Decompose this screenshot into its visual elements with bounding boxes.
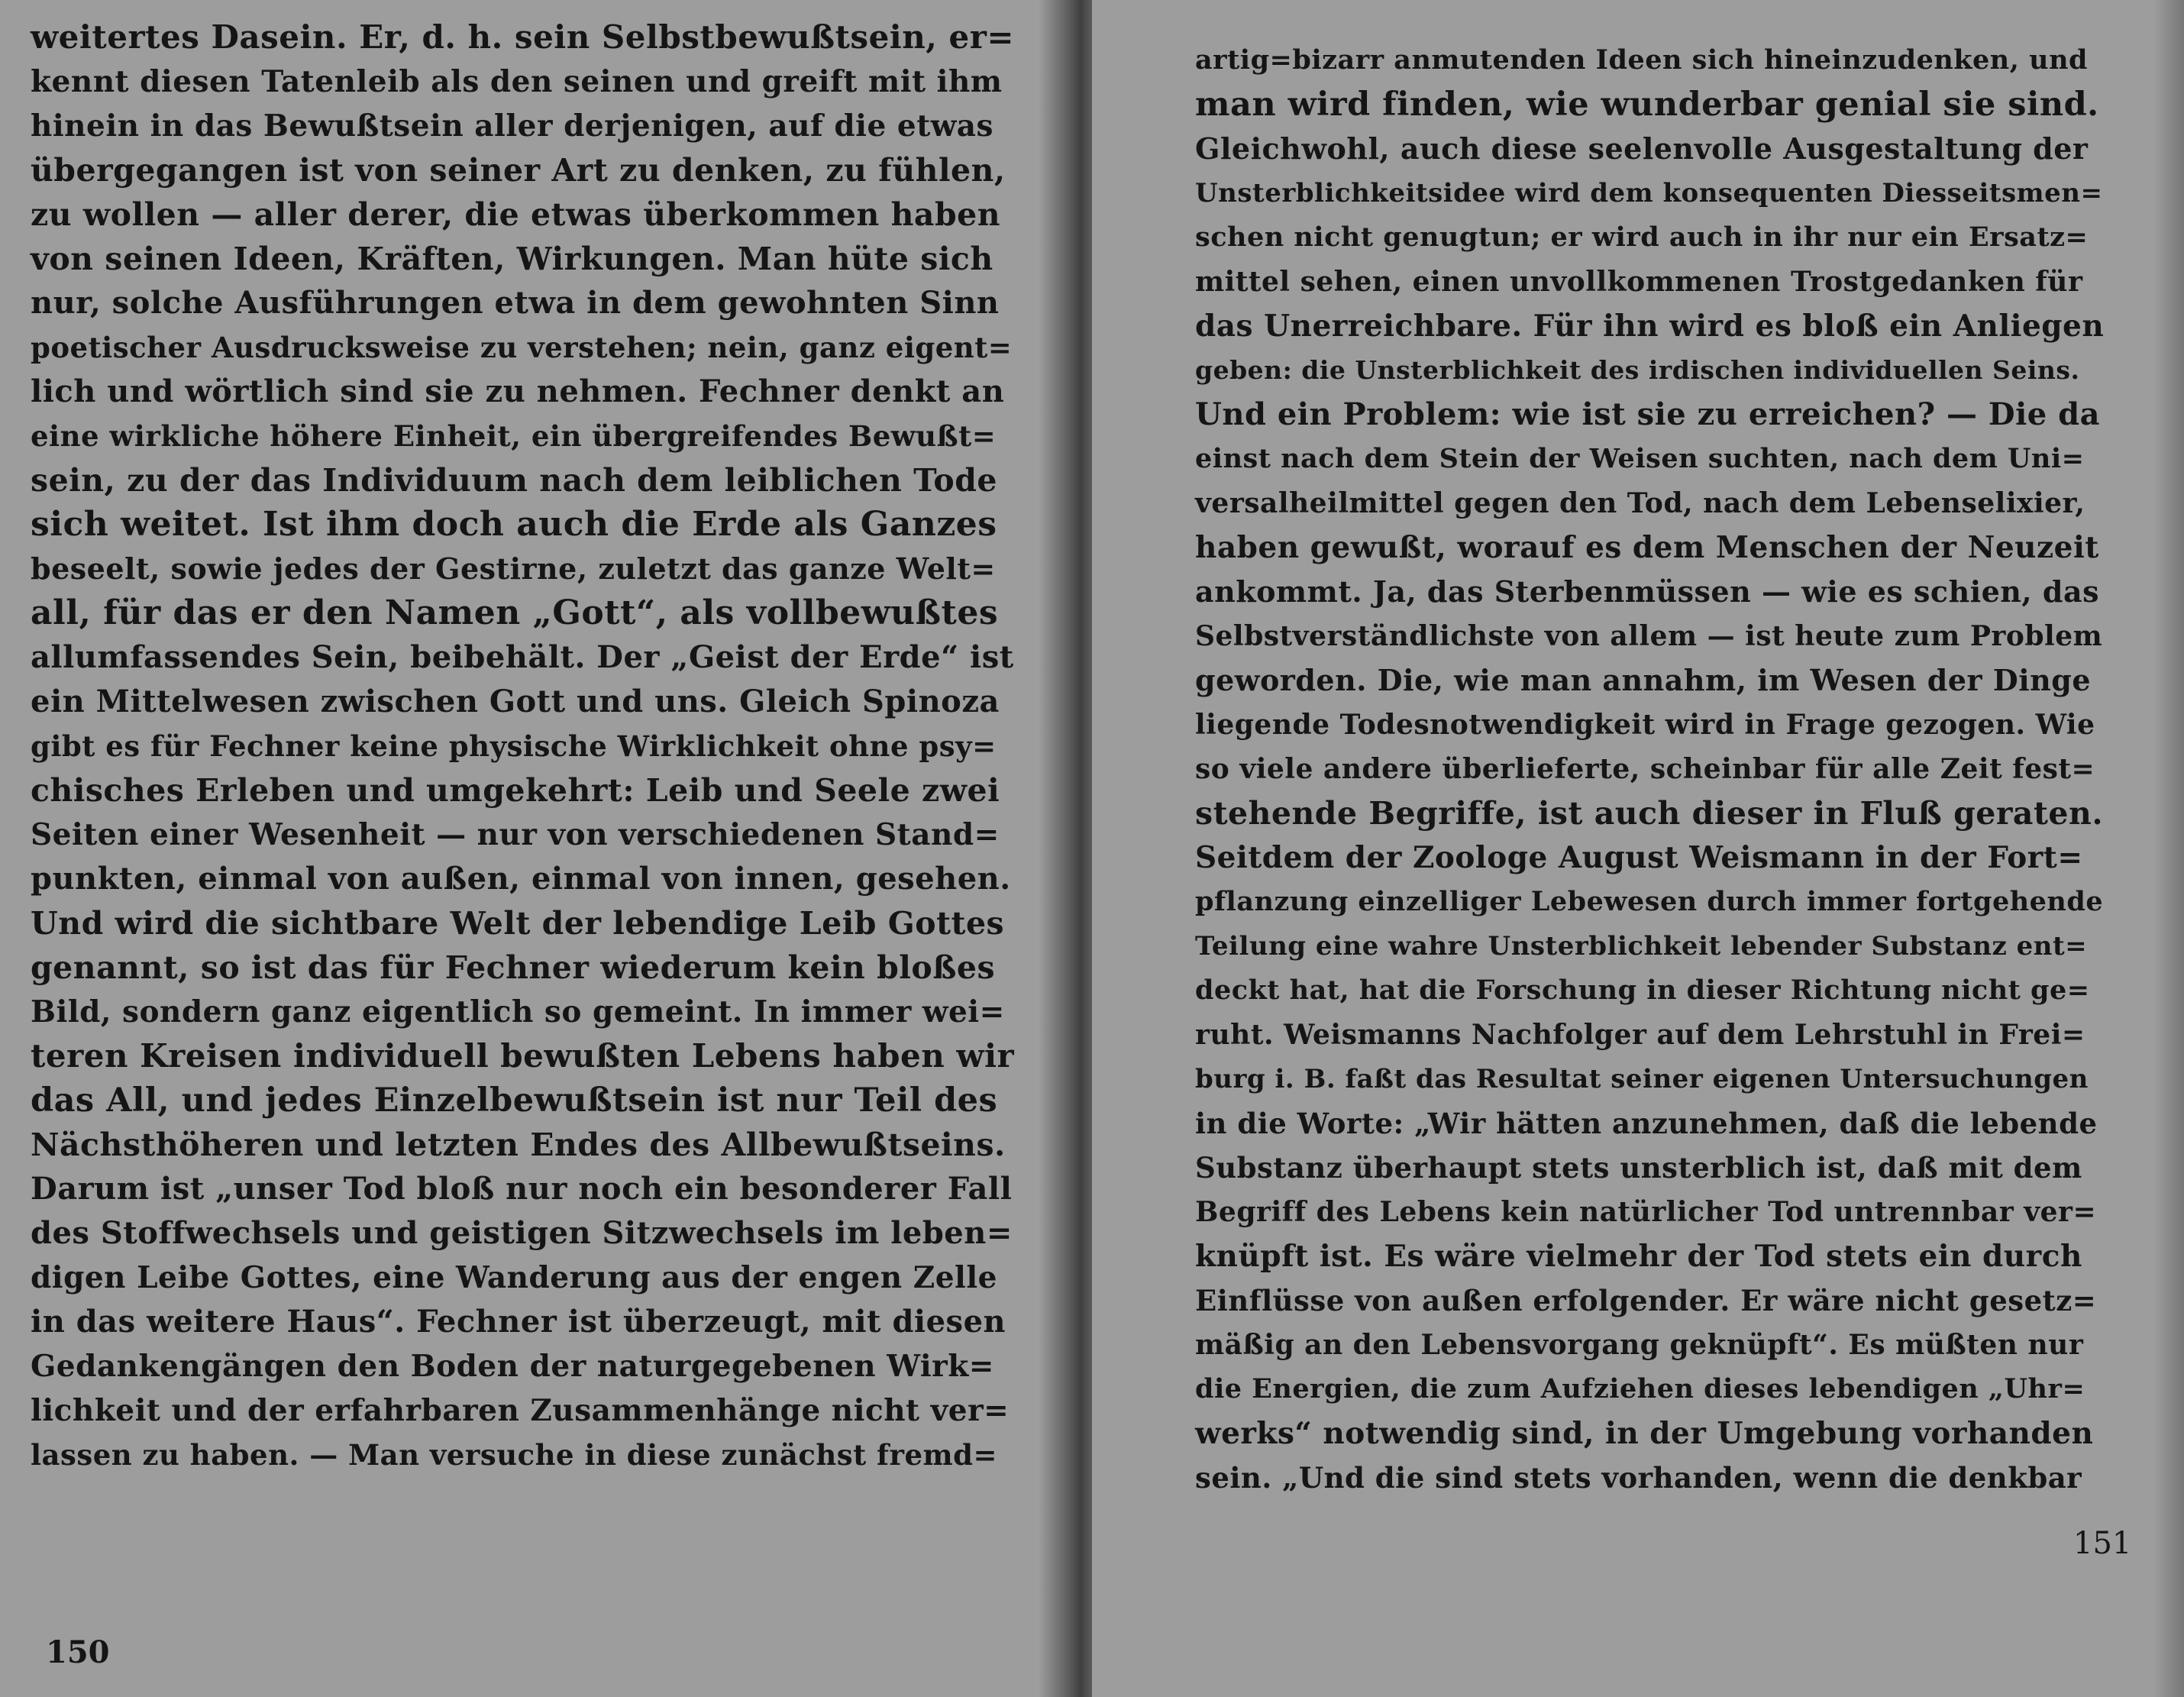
text-line: sein. „Und die sind stets vorhanden, wenn die denkbar bbox=[1195, 1461, 2082, 1495]
text-line: teren Kreisen individuell bewußten Lebens haben wir bbox=[31, 1037, 1015, 1075]
text-line: Seitdem der Zoologe August Weismann in der Fort= bbox=[1195, 840, 2083, 875]
text-line: von seinen Ideen, Kräften, Wirkungen. Man hüte sich bbox=[31, 241, 993, 277]
text-line: werks“ notwendig sind, in der Umgebung vorhanden bbox=[1195, 1416, 2094, 1451]
text-line: lichkeit und der erfahrbaren Zusammenhänge nicht ver= bbox=[31, 1393, 1010, 1428]
text-line: Nächsthöheren und letzten Endes des Allbewußtseins. bbox=[31, 1126, 1006, 1163]
text-line: punkten, einmal von außen, einmal von innen, gesehen. bbox=[31, 861, 1011, 897]
text-line: poetischer Ausdrucksweise zu verstehen; nein, ganz eigent= bbox=[31, 331, 1013, 364]
text-line: einst nach dem Stein der Weisen suchten, nach dem Uni= bbox=[1195, 443, 2085, 474]
text-line: digen Leibe Gottes, eine Wanderung aus der engen Zelle bbox=[31, 1260, 997, 1295]
text-line: ruht. Weismanns Nachfolger auf dem Lehrstuhl in Frei= bbox=[1195, 1019, 2085, 1051]
text-line: all, für das er den Namen „Gott“, als vollbewußtes bbox=[31, 593, 999, 632]
text-line: Gedankengängen den Boden der naturgegebenen Wirk= bbox=[31, 1349, 994, 1384]
text-line: nur, solche Ausführungen etwa in dem gewohnten Sinn bbox=[31, 285, 1000, 321]
text-line: Bild, sondern ganz eigentlich so gemeint. In immer wei= bbox=[31, 994, 1005, 1030]
text-line: sein, zu der das Individuum nach dem leiblichen Tode bbox=[31, 462, 997, 499]
text-line: artig=bizarr anmutenden Ideen sich hineinzudenken, und bbox=[1195, 44, 2088, 76]
text-line: Selbstverständlichste von allem — ist heute zum Problem bbox=[1195, 620, 2103, 652]
text-line: in das weitere Haus“. Fechner ist überzeugt, mit diesen bbox=[31, 1304, 1006, 1340]
text-line: stehende Begriffe, ist auch dieser in Fluß geraten. bbox=[1195, 795, 2104, 832]
text-line: schen nicht genugtun; er wird auch in ihr nur ein Ersatz= bbox=[1195, 221, 2089, 253]
text-line: mittel sehen, einen unvollkommenen Trostgedanken für bbox=[1195, 266, 2083, 298]
text-line: Substanz überhaupt stets unsterblich ist, daß mit dem bbox=[1195, 1151, 2082, 1185]
text-line: eine wirkliche höhere Einheit, ein übergreifendes Bewußt= bbox=[31, 419, 997, 453]
text-line: chisches Erleben und umgekehrt: Leib und Seele zwei bbox=[31, 772, 1000, 809]
text-line: die Energien, die zum Aufziehen dieses lebendigen „Uhr= bbox=[1195, 1373, 2085, 1404]
text-line: pflanzung einzelliger Lebewesen durch immer fortgehende bbox=[1195, 886, 2104, 917]
text-line: geben: die Unsterblichkeit des irdischen individuellen Seins. bbox=[1195, 355, 2080, 385]
text-line: lich und wörtlich sind sie zu nehmen. Fechner denkt an bbox=[31, 373, 1005, 409]
text-line: Gleichwohl, auch diese seelenvolle Ausgestaltung der bbox=[1195, 131, 2089, 166]
text-line: ankommt. Ja, das Sterbenmüssen — wie es schien, das bbox=[1195, 574, 2099, 609]
left-page bbox=[0, 0, 1054, 1697]
text-line: Und ein Problem: wie ist sie zu erreichen? — Die da bbox=[1195, 396, 2101, 432]
text-line: so viele andere überlieferte, scheinbar für alle Zeit fest= bbox=[1195, 753, 2095, 785]
text-line: genannt, so ist das für Fechner wiederum kein bloßes bbox=[31, 949, 996, 986]
text-line: zu wollen — aller derer, die etwas überkommen haben bbox=[31, 196, 1001, 233]
text-line: das Unerreichbare. Für ihn wird es bloß ein Anliegen bbox=[1195, 309, 2105, 344]
text-line: beseelt, sowie jedes der Gestirne, zuletzt das ganze Welt= bbox=[31, 551, 996, 586]
text-line: haben gewußt, worauf es dem Menschen der Neuzeit bbox=[1195, 530, 2099, 565]
text-line: deckt hat, hat die Forschung in dieser Richtung nicht ge= bbox=[1195, 975, 2090, 1006]
left-page-text bbox=[31, 15, 1016, 1477]
text-line: burg i. B. faßt das Resultat seiner eigenen Untersuchungen bbox=[1195, 1064, 2089, 1094]
text-line: übergegangen ist von seiner Art zu denken, zu fühlen, bbox=[31, 152, 1006, 189]
right-page-number: 151 bbox=[2073, 1526, 2132, 1561]
text-line: lassen zu haben. — Man versuche in diese zunächst fremd= bbox=[31, 1438, 998, 1472]
text-line: hinein in das Bewußtsein aller derjenigen, auf die etwas bbox=[31, 108, 994, 144]
right-page bbox=[1092, 0, 2184, 1697]
text-line: Teilung eine wahre Unsterblichkeit lebender Substanz ent= bbox=[1195, 931, 2088, 962]
text-line: sich weitet. Ist ihm doch auch die Erde als Ganzes bbox=[31, 505, 997, 544]
text-line: man wird finden, wie wunderbar genial sie sind. bbox=[1195, 86, 2099, 124]
text-line: geworden. Die, wie man annahm, im Wesen der Dinge bbox=[1195, 663, 2092, 697]
text-line: allumfassendes Sein, beibehält. Der „Geist der Erde“ ist bbox=[31, 639, 1014, 675]
text-line: Einflüsse von außen erfolgender. Er wäre nicht gesetz= bbox=[1195, 1284, 2097, 1317]
text-line: mäßig an den Lebensvorgang geknüpft“. Es müßten nur bbox=[1195, 1329, 2084, 1361]
text-line: versalheilmittel gegen den Tod, nach dem Lebenselixier, bbox=[1195, 487, 2085, 519]
text-line: Seiten einer Wesenheit — nur von verschiedenen Stand= bbox=[31, 817, 1000, 852]
text-line: Und wird die sichtbare Welt der lebendige Leib Gottes bbox=[31, 905, 1005, 942]
text-line: ein Mittelwesen zwischen Gott und uns. Gleich Spinoza bbox=[31, 684, 1000, 719]
text-line: Unsterblichkeitsidee wird dem konsequenten Diesseitsmen= bbox=[1195, 178, 2103, 208]
text-line: weitertes Dasein. Er, d. h. sein Selbstbewußtsein, er= bbox=[31, 18, 1015, 56]
text-line: Darum ist „unser Tod bloß nur noch ein besonderer Fall bbox=[31, 1171, 1013, 1207]
text-line: das All, und jedes Einzelbewußtsein ist nur Teil des bbox=[31, 1081, 998, 1120]
text-line: liegende Todesnotwendigkeit wird in Frage gezogen. Wie bbox=[1195, 709, 2095, 741]
text-line: kennt diesen Tatenleib als den seinen und greift mit ihm bbox=[31, 64, 1003, 99]
left-page-number: 150 bbox=[46, 1634, 110, 1670]
text-line: des Stoffwechsels und geistigen Sitzwechsels im leben= bbox=[31, 1215, 1013, 1251]
text-line: Begriff des Lebens kein natürlicher Tod untrennbar ver= bbox=[1195, 1196, 2097, 1228]
text-line: in die Worte: „Wir hätten anzunehmen, daß die lebende bbox=[1195, 1107, 2098, 1140]
text-line: knüpft ist. Es wäre vielmehr der Tod stets ein durch bbox=[1195, 1239, 2082, 1274]
page-edge-shadow bbox=[2153, 0, 2184, 1697]
right-page-text bbox=[1195, 38, 2104, 1500]
text-line: gibt es für Fechner keine physische Wirklichkeit ohne psy= bbox=[31, 729, 997, 763]
